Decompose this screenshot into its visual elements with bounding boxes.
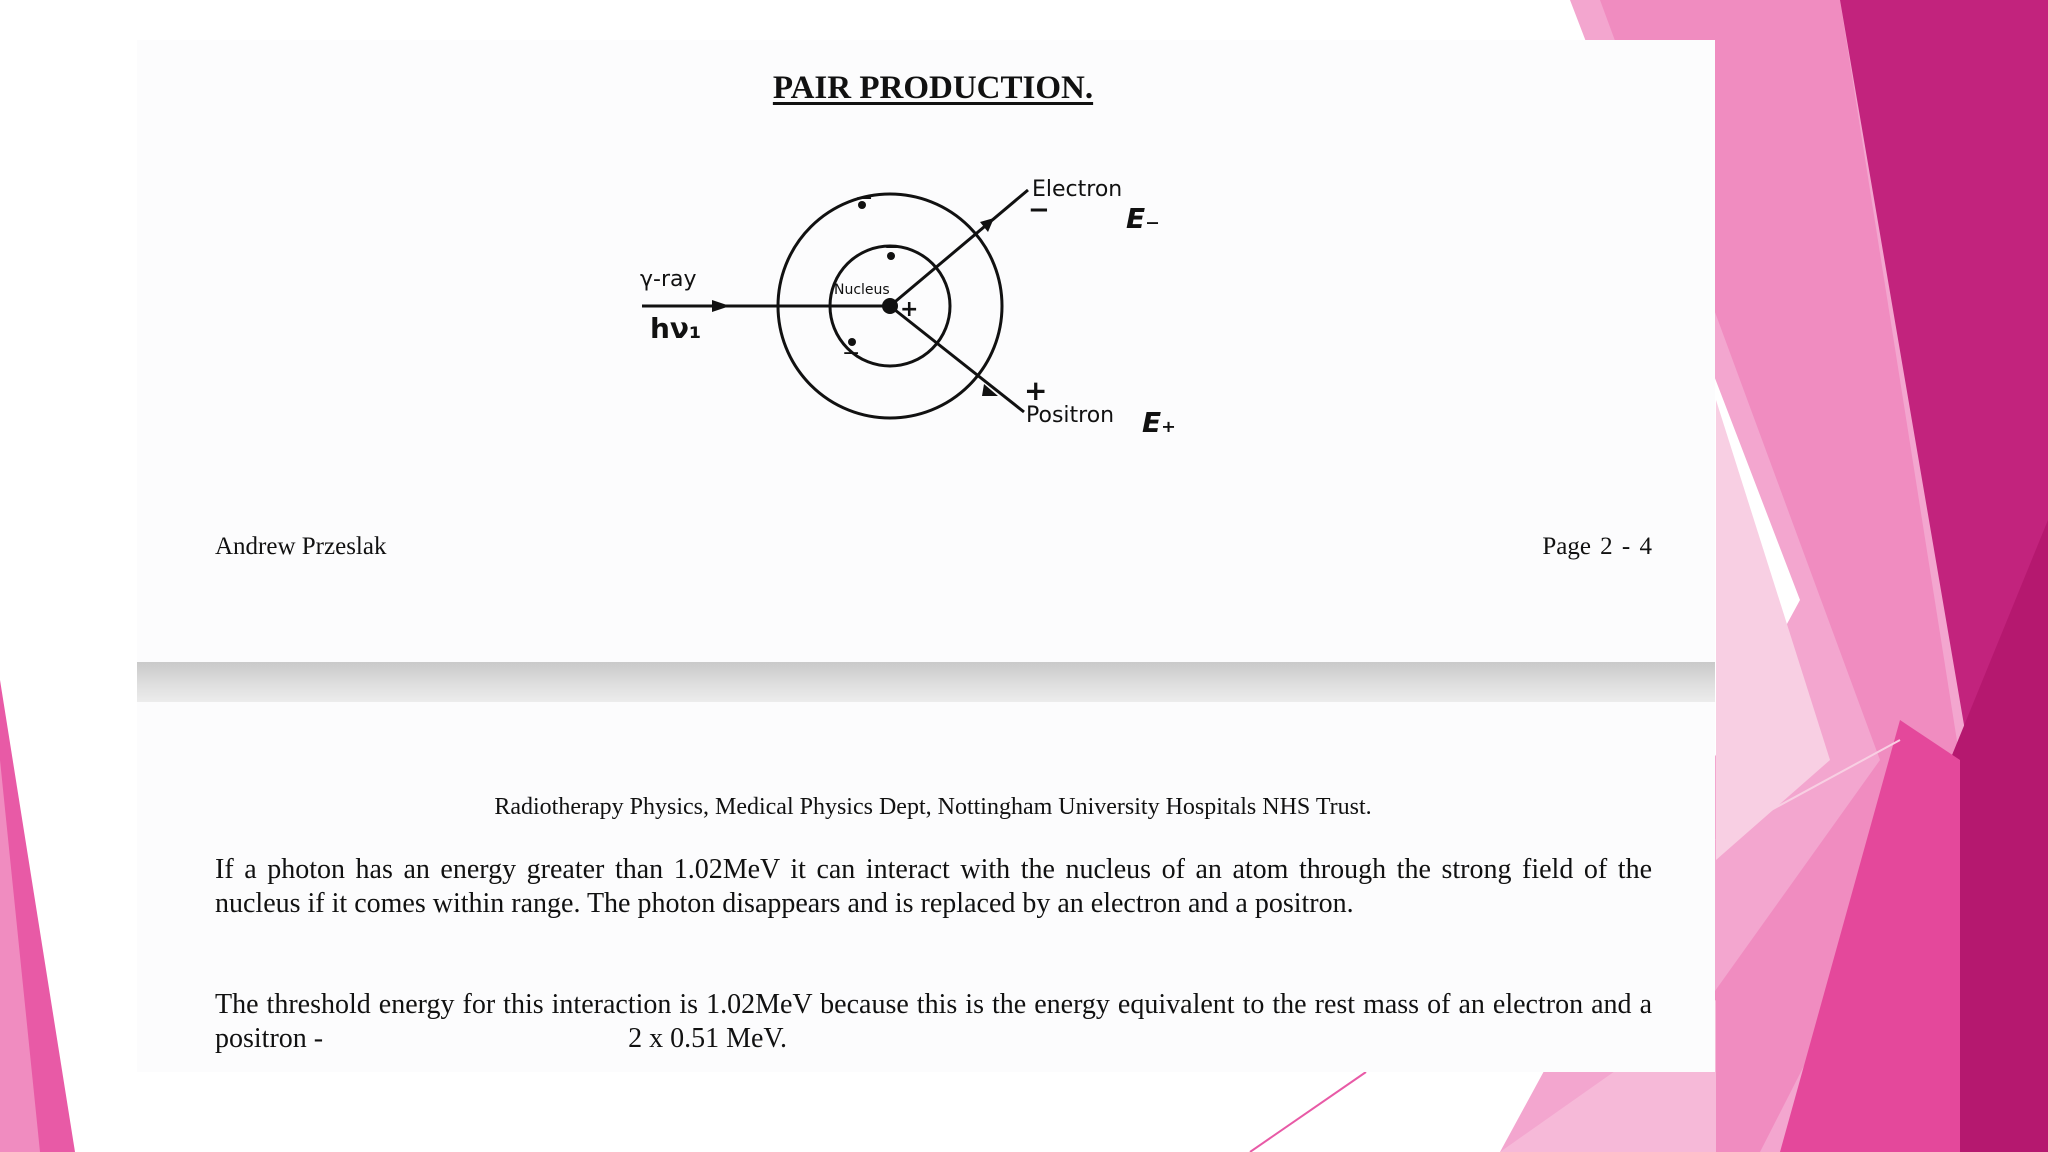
photon-label: γ-ray [640,267,697,292]
document-header: Radiotherapy Physics, Medical Physics Dept, Nottingham University Hospitals NHS Trust. [494,794,1372,820]
positron-energy: E₊ [1142,406,1176,439]
document-title: PAIR PRODUCTION. [772,70,1094,106]
paragraph-threshold-energy [215,988,1652,1056]
orbital-charge: − [842,341,861,366]
positron-charge: + [1024,374,1048,407]
paragraph-threshold-text: The threshold energy for this interaction is 1.02MeV because this is the energy equivalent to the rest mass of an electron and a positron - [215,989,1652,1054]
decor-line [1250,1072,1366,1152]
page-separator [137,662,1715,702]
nucleus-charge: + [900,297,919,322]
pair-production-diagram [620,160,1200,460]
photon-energy: hν₁ [650,312,702,345]
orbital-charge: − [884,235,903,260]
nucleus-label: Nucleus [834,282,890,298]
electron-charge: − [1028,195,1050,225]
paragraph-photon-interaction: If a photon has an energy greater than 1.02MeV it can interact with the nucleus of an atom through the strong field of the nucleus if it comes within range. The photon disappears and is replaced by an electron and a positron. [215,854,1652,919]
footer-page-number: Page 2 - 4 [1542,533,1652,560]
footer-author: Andrew Przeslak [215,533,387,560]
electron-energy: E₋ [1126,202,1160,235]
threshold-equation: 2 x 0.51 MeV. [628,1023,788,1054]
positron-label: Positron [1026,403,1115,428]
orbital-charge: − [855,186,874,211]
electron-label: Electron [1032,177,1123,202]
photon-arrowhead [712,300,730,312]
electron-track [890,190,1028,306]
